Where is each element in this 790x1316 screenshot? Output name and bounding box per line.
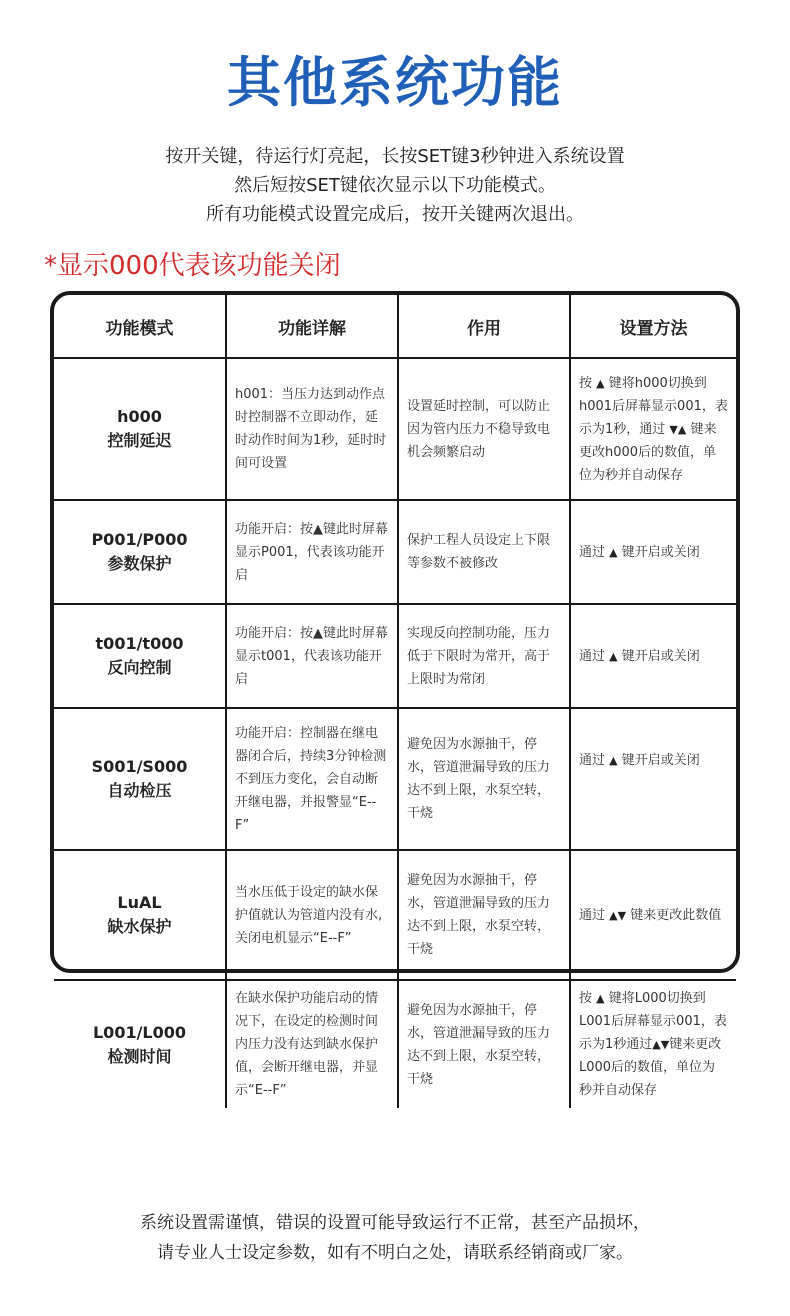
mode-code: LuAL	[117, 893, 162, 912]
effect-cell: 保护工程人员设定上下限等参数不被修改	[398, 500, 570, 604]
table-header-row	[54, 295, 736, 358]
up-arrow-icon: ▲	[609, 649, 618, 663]
effect-cell: 设置延时控制，可以防止因为管内压力不稳导致电机会频繁启动	[398, 358, 570, 500]
table-row	[54, 500, 736, 604]
function-table	[50, 291, 740, 1098]
down-up-arrow-icon: ▼▲	[669, 422, 687, 436]
table-row	[54, 708, 736, 850]
mode-name: 参数保护	[107, 554, 172, 573]
detail-cell: 当水压低于设定的缺水保护值就认为管道内没有水,关闭电机显示“E--F”	[226, 850, 398, 980]
mode-cell	[54, 708, 226, 850]
header-mode: 功能模式	[54, 295, 226, 358]
method-cell: 按 ▲ 键将h000切换到h001后屏幕显示001，表示为1秒，通过 ▼▲ 键来更改h000后的数值，单位为秒并自动保存	[570, 358, 736, 500]
detail-cell: 功能开启：按▲键此时屏幕显示P001，代表该功能开启	[226, 500, 398, 604]
detail-cell: h001：当压力达到动作点时控制器不立即动作，延时动作时间为1秒，延时时间可设置	[226, 358, 398, 500]
intro-line: 按开关键，待运行灯亮起，长按SET键3秒钟进入系统设置	[165, 146, 625, 167]
effect-cell: 实现反向控制功能，压力低于下限时为常开，高于上限时为常闭	[398, 604, 570, 708]
up-arrow-icon: ▲	[596, 992, 605, 1005]
mode-cell	[54, 358, 226, 500]
header-detail: 功能详解	[226, 295, 398, 358]
mode-name: 控制延迟	[107, 431, 172, 450]
table-row	[54, 980, 736, 1108]
mode-cell	[54, 500, 226, 604]
up-down-arrow-icon: ▲▼	[609, 908, 627, 922]
up-arrow-icon: ▲	[609, 754, 618, 767]
method-cell: 通过 ▲▼ 键来更改此数值	[570, 850, 736, 980]
mode-name: 检测时间	[107, 1046, 172, 1066]
mode-code: t001/t000	[95, 634, 184, 653]
mode-code: P001/P000	[91, 530, 188, 549]
method-cell: 通过 ▲ 键开启或关闭	[570, 708, 736, 850]
intro-line: 所有功能模式设置完成后，按开关键两次退出。	[206, 204, 584, 225]
effect-cell: 避免因为水源抽干，停水，管道泄漏导致的压力达不到上限，水泵空转，干烧	[398, 850, 570, 980]
intro-text	[0, 142, 790, 229]
header-effect: 作用	[398, 295, 570, 358]
up-down-arrow-icon: ▲▼	[652, 1038, 670, 1051]
mode-code: L001/L000	[92, 1022, 187, 1042]
footer-line: 请专业人士设定参数，如有不明白之处，请联系经销商或厂家。	[157, 1243, 633, 1263]
mode-code: S001/S000	[91, 757, 188, 776]
mode-cell	[54, 980, 226, 1108]
table-row	[54, 850, 736, 980]
effect-cell: 避免因为水源抽干，停水，管道泄漏导致的压力达不到上限，水泵空转，干烧	[398, 980, 570, 1108]
method-cell: 通过 ▲ 键开启或关闭	[570, 500, 736, 604]
detail-cell: 在缺水保护功能启动的情况下，在设定的检测时间内压力没有达到缺水保护值，会断开继电器，并显示“E--F”	[226, 980, 398, 1108]
table-row	[54, 358, 736, 500]
detail-cell: 功能开启：控制器在继电器闭合后，持续3分钟检测不到压力变化，会自动断开继电器，并报警显“E--F”	[226, 708, 398, 850]
page-title: 其他系统功能	[227, 51, 563, 114]
header-method: 设置方法	[570, 295, 736, 358]
mode-code: h000	[117, 407, 162, 426]
table-row	[54, 604, 736, 708]
footer-line: 系统设置需谨慎，错误的设置可能导致运行不正常，甚至产品损坏，	[140, 1213, 650, 1233]
effect-cell: 避免因为水源抽干，停水，管道泄漏导致的压力达不到上限，水泵空转，干烧	[398, 708, 570, 850]
detail-cell: 功能开启：按▲键此时屏幕显示t001，代表该功能开启	[226, 604, 398, 708]
mode-name: 缺水保护	[107, 917, 172, 936]
method-cell: 按 ▲ 键将L000切换到L001后屏幕显示001，表示为1秒通过▲▼键来更改L000后的数值，单位为秒并自动保存	[570, 980, 736, 1108]
method-cell: 通过 ▲ 键开启或关闭	[570, 604, 736, 708]
mode-cell	[54, 850, 226, 980]
off-note: *显示000代表该功能关闭	[44, 251, 341, 281]
mode-name: 自动检压	[107, 781, 172, 800]
up-arrow-icon: ▲	[596, 376, 605, 390]
up-arrow-icon: ▲	[609, 545, 618, 559]
mode-name: 反向控制	[107, 658, 172, 677]
footer-warning	[0, 1208, 790, 1268]
mode-cell	[54, 604, 226, 708]
intro-line: 然后短按SET键依次显示以下功能模式。	[234, 175, 556, 196]
